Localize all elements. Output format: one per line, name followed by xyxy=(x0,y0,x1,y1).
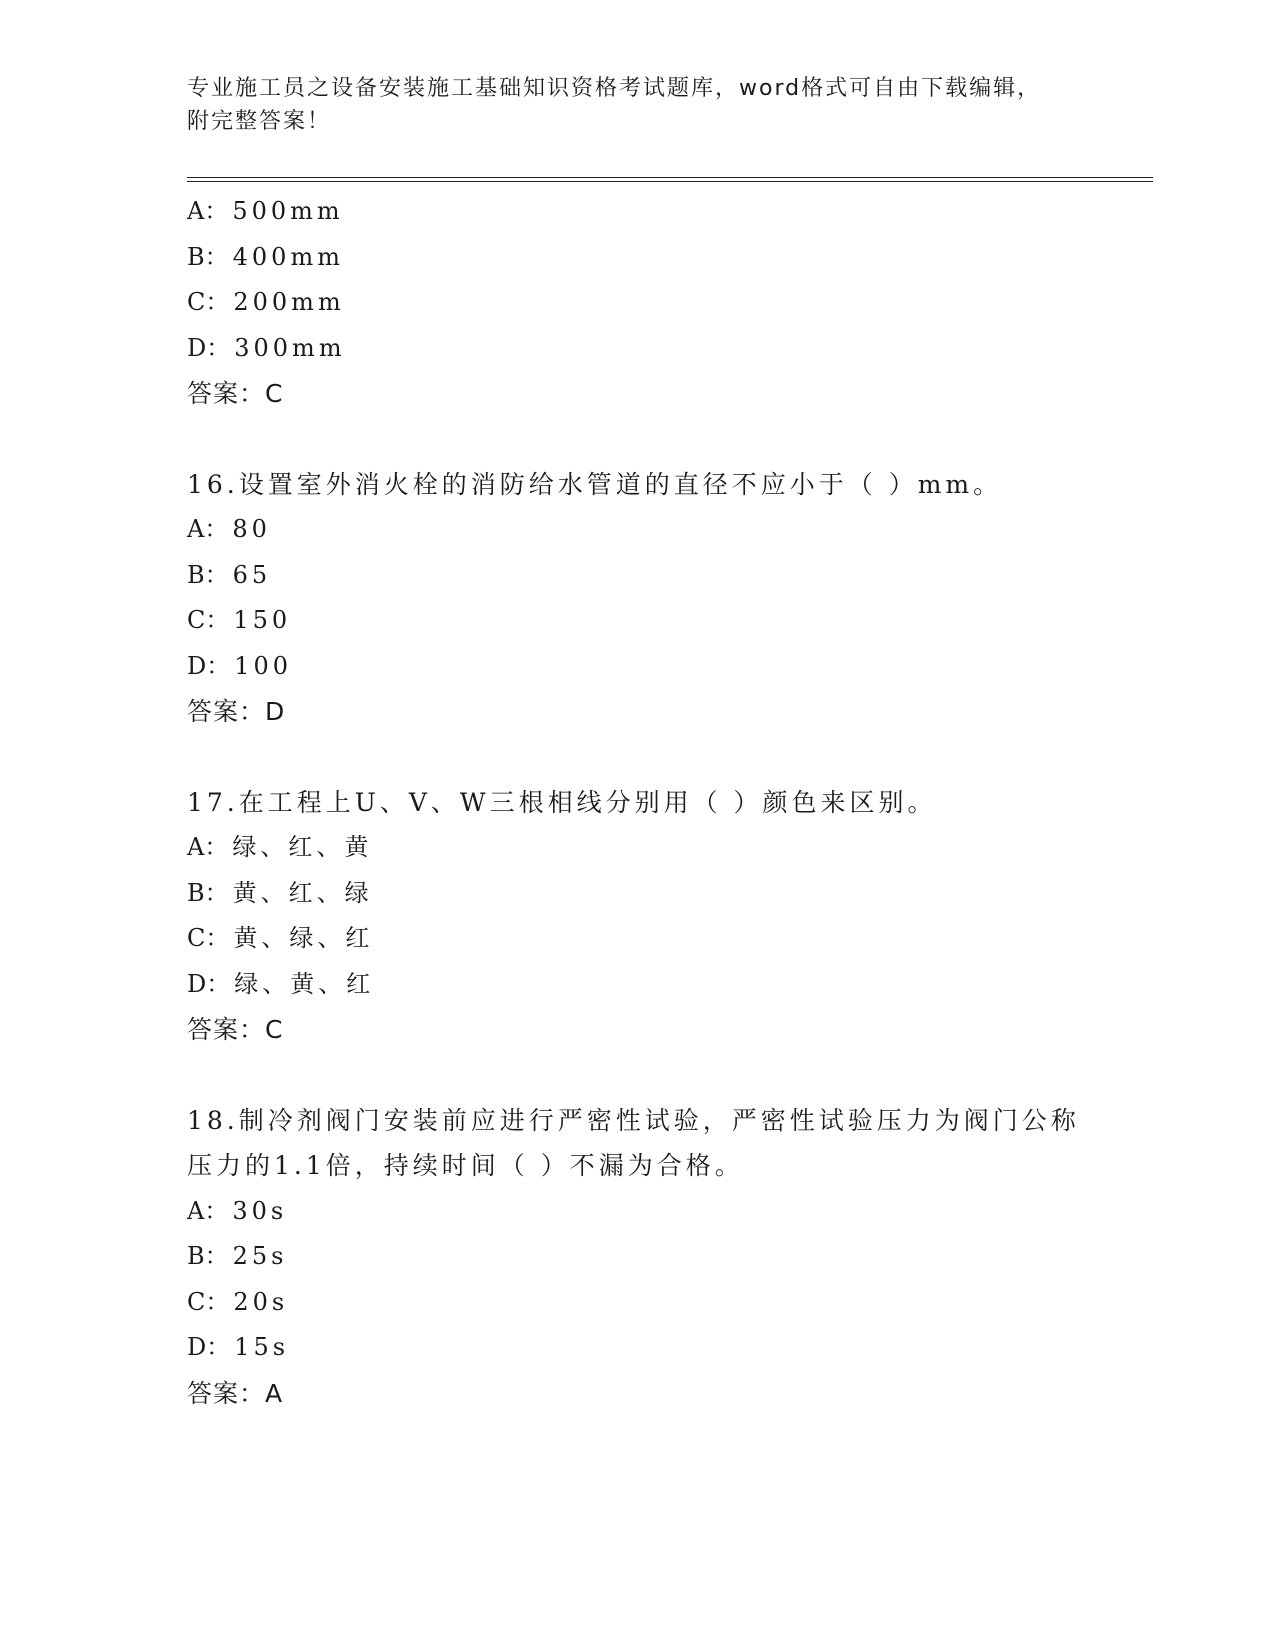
option-text: 25s xyxy=(232,1242,288,1270)
option-letter: A xyxy=(187,515,205,543)
option-text: 30s xyxy=(232,1196,288,1225)
option-a: A：绿、红、黄 xyxy=(187,833,373,861)
option-letter: D xyxy=(187,651,207,680)
question-text: 17.在工程上U、V、W三根相线分别用（ ）颜色来区别。 xyxy=(187,787,937,817)
option-d: D：15s xyxy=(187,1333,290,1361)
question-block xyxy=(187,780,1087,1053)
option-text: 100 xyxy=(234,651,293,680)
option-c: C：20s xyxy=(187,1287,289,1316)
option-b: B：25s xyxy=(187,1242,288,1270)
option-b: B：400mm xyxy=(187,242,344,271)
header-line-2: 附完整答案！ xyxy=(187,109,332,134)
option-text: 150 xyxy=(233,606,292,634)
question-block xyxy=(187,462,1087,735)
option-text: 绿、红、黄 xyxy=(232,833,373,861)
answer-label: 答案： xyxy=(187,1378,266,1408)
option-text: 300mm xyxy=(234,333,346,362)
option-text: 黄、红、绿 xyxy=(232,878,373,907)
option-text: 80 xyxy=(232,515,271,543)
answer-label: 答案： xyxy=(187,1015,266,1044)
option-letter: D xyxy=(187,969,207,998)
option-b: B：黄、红、绿 xyxy=(187,878,373,907)
option-d: D：100 xyxy=(187,651,293,680)
question-text: 16.设置室外消火栓的消防给水管道的直径不应小于（ ）mm。 xyxy=(187,469,1003,499)
option-letter: A xyxy=(187,1196,205,1225)
option-c: C：200mm xyxy=(187,288,345,316)
option-a: A：500mm xyxy=(187,197,344,225)
answer-line xyxy=(187,689,1087,735)
option-a: A：30s xyxy=(187,1196,288,1225)
option-text: 15s xyxy=(234,1333,290,1361)
option-letter: A xyxy=(187,197,205,225)
question-block xyxy=(187,1098,1087,1417)
header-divider-top xyxy=(187,177,1153,178)
option-text: 绿、黄、红 xyxy=(234,969,375,998)
option-text: 400mm xyxy=(232,242,344,271)
option-b: B：65 xyxy=(187,560,272,589)
option-d: D：300mm xyxy=(187,333,346,362)
option-letter: A xyxy=(187,833,205,861)
option-text: 黄、绿、红 xyxy=(233,924,374,952)
answer-label: 答案： xyxy=(187,697,266,726)
document-header xyxy=(187,72,1087,138)
question-text: 18.制冷剂阀门安装前应进行严密性试验，严密性试验压力为阀门公称压力的1.1倍，持续时间（ ）不漏为合格。 xyxy=(187,1105,1080,1180)
question-list xyxy=(187,189,1087,1461)
option-a: A：80 xyxy=(187,515,271,543)
option-letter: C xyxy=(187,1287,206,1316)
option-letter: C xyxy=(187,924,206,952)
answer-value: D xyxy=(265,697,286,726)
option-text: 20s xyxy=(233,1287,289,1316)
answer-value: C xyxy=(265,1015,284,1044)
option-d: D：绿、黄、红 xyxy=(187,969,375,998)
answer-value: C xyxy=(265,379,284,408)
option-letter: C xyxy=(187,606,206,634)
option-letter: B xyxy=(187,560,205,589)
answer-line xyxy=(187,1371,1087,1417)
option-text: 500mm xyxy=(232,197,344,225)
option-letter: D xyxy=(187,1333,207,1361)
answer-line xyxy=(187,1007,1087,1053)
answer-label: 答案： xyxy=(187,379,266,408)
option-letter: B xyxy=(187,878,205,907)
answer-line xyxy=(187,371,1087,417)
option-letter: B xyxy=(187,1242,205,1270)
option-letter: D xyxy=(187,333,207,362)
header-divider-bottom xyxy=(187,181,1153,182)
option-text: 200mm xyxy=(233,288,345,316)
option-c: C：黄、绿、红 xyxy=(187,924,374,952)
header-line-1: 专业施工员之设备安装施工基础知识资格考试题库，word格式可自由下载编辑， xyxy=(187,76,1042,101)
option-letter: C xyxy=(187,288,206,316)
option-letter: B xyxy=(187,242,205,271)
option-c: C：150 xyxy=(187,606,292,634)
option-text: 65 xyxy=(232,560,272,589)
question-block xyxy=(187,189,1087,417)
answer-value: A xyxy=(265,1378,284,1408)
